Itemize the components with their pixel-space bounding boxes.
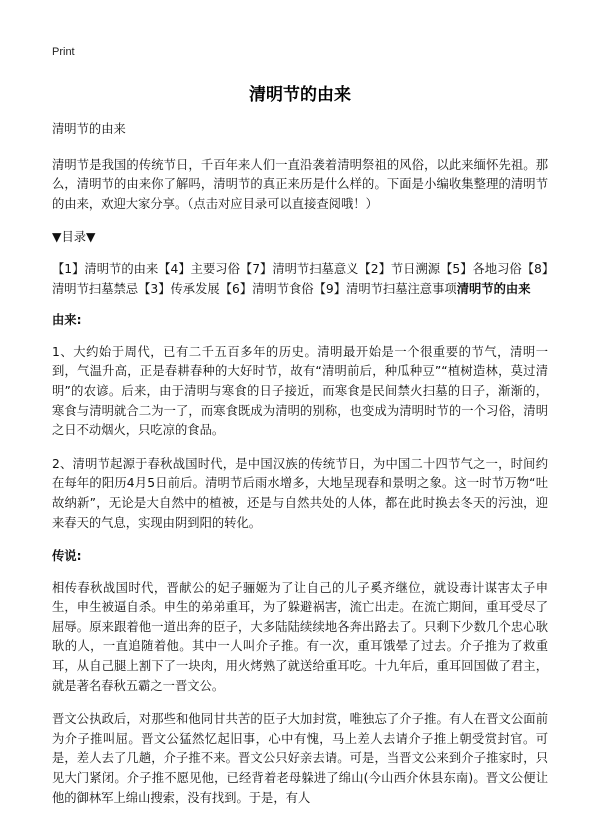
toc-heading: ▼目录▼ [52, 230, 96, 245]
origin-paragraph-1: 1、大约始于周代，已有二千五百多年的历史。清明最开始是一个很重要的节气，清明一到，气温升高，正是春耕春种的大好时节，故有“清明前后，种瓜种豆”“植树造林，莫过清明”的农谚。后来，由于清明与寒食的日子接近，而寒食是民间禁火扫墓的日子，渐渐的，寒食与清明就合二为一了，而寒食既成为清明的别称，也变成为清明时节的一个习俗，清明之日不动烟火，只吃凉的食品。 [52, 344, 548, 438]
toc-link-tomb-taboos[interactable]: 【8】清明节扫墓禁忌 [52, 261, 548, 296]
origin-heading: 由来: [52, 313, 82, 328]
legend-paragraph-1: 相传春秋战国时代，晋献公的妃子骊姬为了让自己的儿子奚齐继位，就设毒计谋害太子申生，申生被逼自杀。申生的弟弟重耳，为了躲避祸害，流亡出走。在流亡期间，重耳受尽了屈辱。原来跟着他一道出奔的臣子，大多陆陆续续地各奔出路去了。只剩下少数几个忠心耿耿的人，一直追随着他。其中一人叫介子推。有一次，重耳饿晕了过去。介子推为了救重耳，从自己腿上割下了一块肉，用火烤熟了就送给重耳吃。十九年后，重耳回国做了君主，就是著名春秋五霸之一晋文公。 [52, 580, 548, 693]
toc-link-customs[interactable]: 【4】主要习俗 [158, 261, 240, 276]
toc-link-food[interactable]: 【6】清明节食俗 [219, 281, 314, 296]
origin-paragraph-2: 2、清明节起源于春秋战国时代，是中国汉族的传统节日，为中国二十四节气之一，时间约在每年的阳历4月5日前后。清明节后雨水增多，大地呈现春和景明之象。这一时节万物“吐故纳新”，无论是大自然中的植被，还是与自然共处的人体，都在此时换去冬天的污浊，迎来春天的气息，实现由阴到阳的转化。 [52, 456, 548, 530]
page-title: 清明节的由来 [249, 85, 351, 105]
legend-heading: 传说: [52, 549, 82, 564]
legend-paragraph-2: 晋文公执政后，对那些和他同甘共苦的臣子大加封赏，唯独忘了介子推。有人在晋文公面前为介子推叫屈。晋文公猛然忆起旧事，心中有愧，马上差人去请介子推上朝受赏封官。可是，差人去了几趟，介子推不来。晋文公只好亲去请。可是，当晋文公来到介子推家时，只见大门紧闭。介子推不愿见他，已经背着老母躲进了绵山(今山西介休县东南)。晋文公便让他的御林军上绵山搜索，没有找到。于是，有人 [52, 712, 548, 805]
print-link[interactable]: Print [52, 46, 75, 58]
toc-link-tomb-meaning[interactable]: 【7】清明节扫墓意义 [239, 261, 359, 276]
toc-link-tomb-notes[interactable]: 【9】清明节扫墓注意事项 [313, 281, 457, 296]
toc-link-development[interactable]: 【3】传承发展 [138, 281, 220, 296]
article-subtitle: 清明节的由来 [52, 122, 126, 136]
toc-link-history[interactable]: 【2】节日溯源 [358, 261, 441, 276]
toc-link-origin[interactable]: 【1】清明节的由来 [52, 261, 159, 276]
article-body [52, 120, 548, 822]
toc-link-local-customs[interactable]: 【5】各地习俗 [440, 261, 522, 276]
section-title-origin: 清明节的由来 [456, 281, 531, 296]
intro-paragraph: 清明节是我国的传统节日，千百年来人们一直沿袭着清明祭祖的风俗，以此来缅怀先祖。那么，清明节的由来你了解吗，清明节的真正来历是什么样的。下面是小编收集整理的清明节的由来，欢迎大家分享。（点击对应目录可以直接查阅哦！） [52, 157, 548, 211]
table-of-contents [52, 260, 548, 299]
